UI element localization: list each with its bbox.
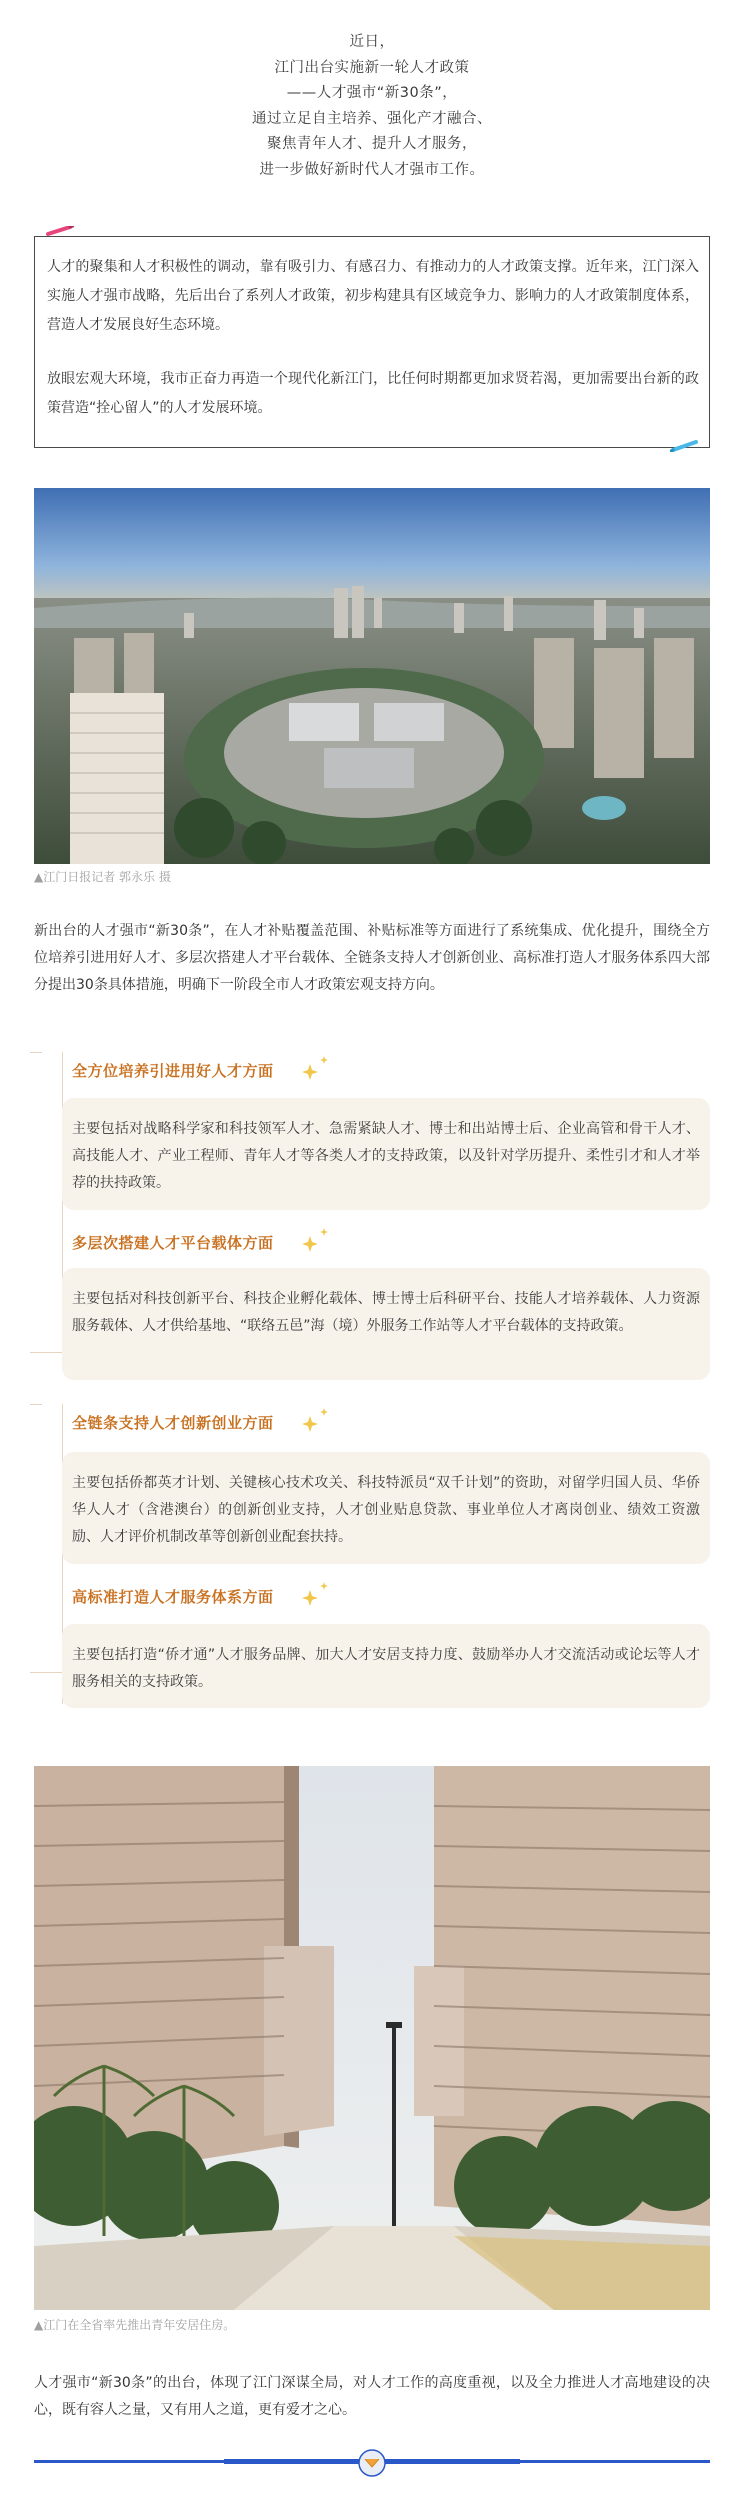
intro-line: 聚焦青年人才、提升人才服务， — [267, 136, 477, 152]
chevron-down-badge-icon — [356, 2448, 388, 2478]
housing-towers-photo — [34, 1766, 710, 2310]
section-1-body: 主要包括对战略科学家和科技领军人才、急需紧缺人才、博士和出站博士后、企业高管和骨干人才、高技能人才、产业工程师、青年人才等各类人才的支持政策，以及针对学历提升、柔性引才和人才举荐的扶持政策。 — [72, 1121, 700, 1191]
sparkle-icon — [300, 1056, 330, 1080]
quote-paragraph-1: 人才的聚集和人才积极性的调动，靠有吸引力、有感召力、有推动力的人才政策支撑。近年来，江门深入实施人才强市战略，先后出台了系列人才政策，初步构建具有区域竞争力、影响力的人才政策制度体系，营造人才发展良好生态环境。 — [47, 259, 699, 333]
section-group-1-dash — [30, 1352, 62, 1353]
section-4-card — [62, 1624, 710, 1708]
section-group-1-cap — [30, 1052, 42, 1053]
blue-highlighter-icon — [670, 440, 700, 452]
section-1-card — [62, 1098, 710, 1210]
section-3-card — [62, 1452, 710, 1564]
intro-line: 通过立足自主培养、强化产才融合、 — [252, 110, 492, 127]
intro-line: 江门出台实施新一轮人才政策 — [274, 59, 470, 76]
photo2-caption: ▲江门在全省率先推出青年安居住房。 — [34, 2318, 236, 2332]
section-4-title: 高标准打造人才服务体系方面 — [72, 1588, 274, 1606]
pink-highlighter-icon — [46, 226, 74, 236]
sparkle-icon — [300, 1408, 330, 1432]
section-1-title: 全方位培养引进用好人才方面 — [72, 1062, 274, 1080]
aerial-city-photo — [34, 488, 710, 864]
section-2-title: 多层次搭建人才平台载体方面 — [72, 1234, 274, 1252]
section-3-title: 全链条支持人才创新创业方面 — [72, 1414, 274, 1432]
section-group-2-dash — [30, 1672, 62, 1673]
closing-paragraph: 人才强市“新30条”的出台，体现了江门深谋全局，对人才工作的高度重视，以及全力推进人才高地建设的决心，既有容人之量，又有用人之道，更有爱才之心。 — [34, 2375, 710, 2418]
quote-paragraph-2: 放眼宏观大环境，我市正奋力再造一个现代化新江门，比任何时期都更加求贤若渴，更加需要出台新的政策营造“拴心留人”的人才发展环境。 — [47, 371, 699, 416]
intro-block — [0, 30, 744, 183]
section-2-card — [62, 1268, 710, 1380]
sparkle-icon — [300, 1228, 330, 1252]
section-4-body: 主要包括打造“侨才通”人才服务品牌、加大人才安居支持力度、鼓励举办人才交流活动或论坛等人才服务相关的支持政策。 — [72, 1647, 700, 1690]
sparkle-icon — [300, 1582, 330, 1606]
quote-box — [34, 236, 710, 448]
section-group-2-cap — [30, 1404, 42, 1405]
section-3-body: 主要包括侨都英才计划、关键核心技术攻关、科技特派员“双千计划”的资助，对留学归国人员、华侨华人人才（含港澳台）的创新创业支持，人才创业贴息贷款、事业单位人才离岗创业、绩效工资激励、人才评价机制改革等创新创业配套扶持。 — [72, 1475, 700, 1545]
intro-line: ——人才强市“新30条”， — [286, 85, 458, 101]
intro-line: 近日， — [349, 34, 395, 50]
photo1-caption: ▲江门日报记者 郭永乐 摄 — [34, 870, 171, 884]
intro-line: 进一步做好新时代人才强市工作。 — [259, 161, 485, 178]
section-2-body: 主要包括对科技创新平台、科技企业孵化载体、博士博士后科研平台、技能人才培养载体、人力资源服务载体、人才供给基地、“联络五邑”海（境）外服务工作站等人才平台载体的支持政策。 — [72, 1291, 700, 1334]
summary-paragraph: 新出台的人才强市“新30条”，在人才补贴覆盖范围、补贴标准等方面进行了系统集成、优化提升，围绕全方位培养引进用好人才、多层次搭建人才平台载体、全链条支持人才创新创业、高标准打造人才服务体系四大部分提出30条具体措施，明确下一阶段全市人才政策宏观支持方向。 — [34, 923, 710, 993]
